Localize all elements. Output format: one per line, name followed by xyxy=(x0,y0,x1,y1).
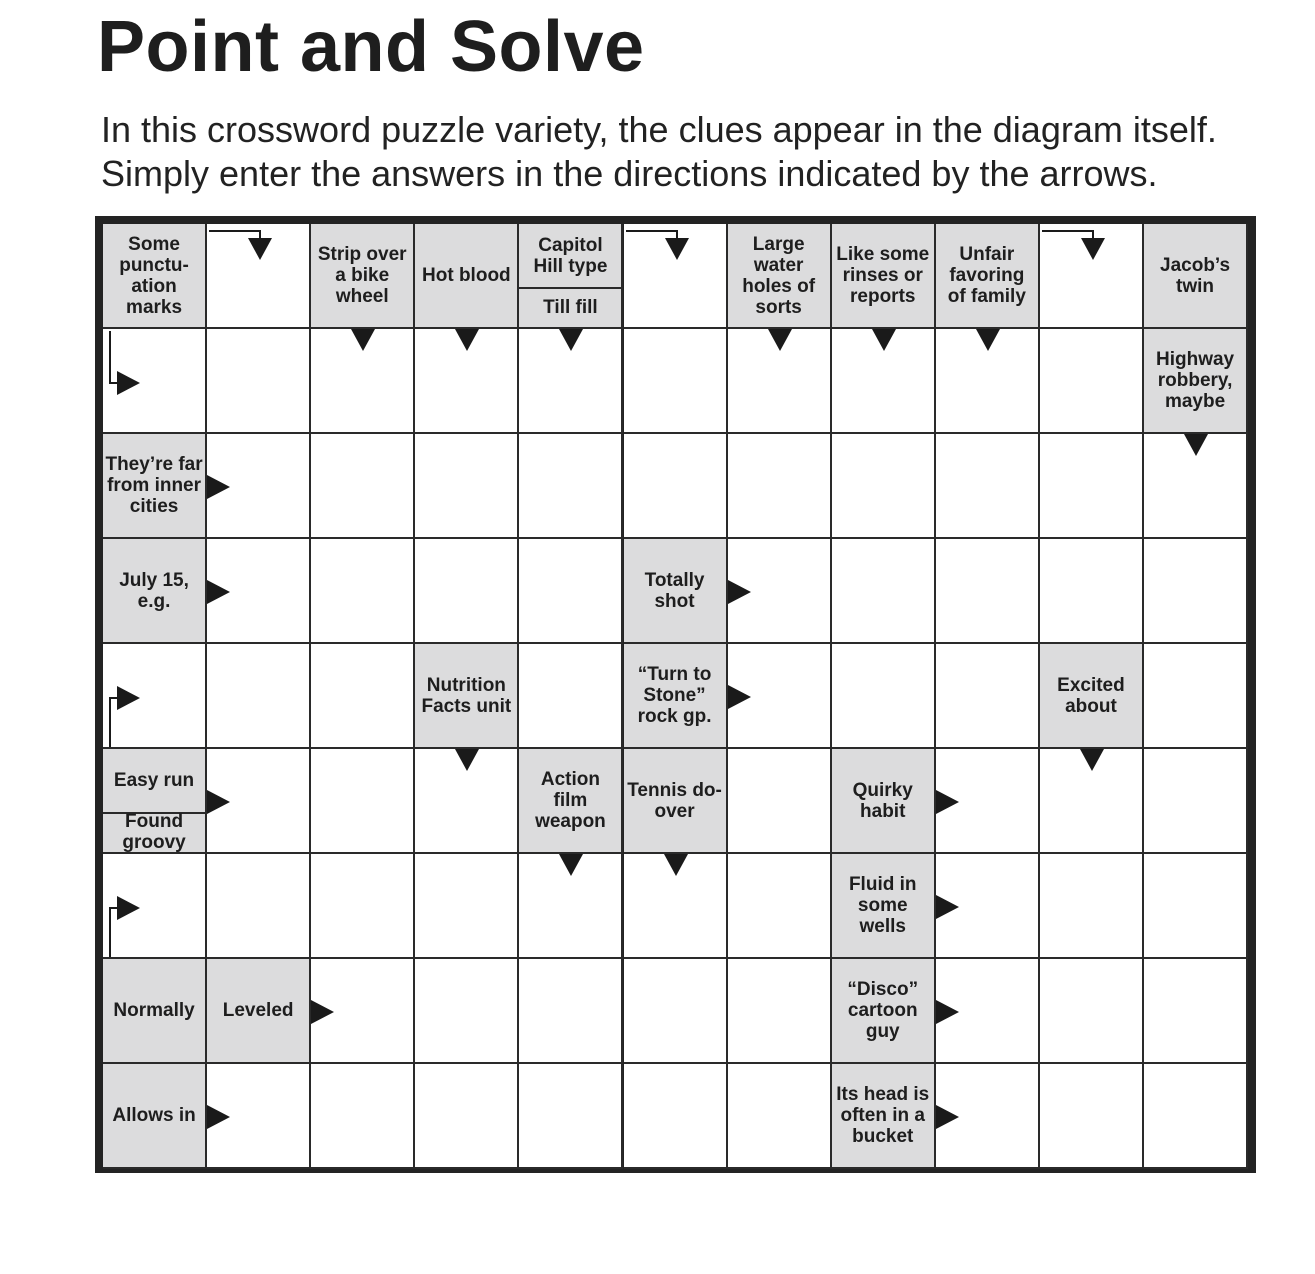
answer-cell[interactable] xyxy=(311,749,415,854)
instructions xyxy=(101,108,1217,196)
down-arrow-icon xyxy=(665,238,689,260)
down-arrow-icon xyxy=(351,329,375,351)
answer-cell[interactable] xyxy=(1040,959,1144,1064)
answer-cell[interactable] xyxy=(1040,434,1144,539)
answer-cell[interactable] xyxy=(415,959,519,1064)
answer-cell[interactable] xyxy=(1144,1064,1248,1169)
down-arrow-icon xyxy=(248,238,272,260)
answer-cell[interactable] xyxy=(207,329,311,434)
right-arrow-icon xyxy=(311,1000,334,1024)
down-arrow-icon xyxy=(768,329,792,351)
answer-cell[interactable] xyxy=(519,644,623,749)
answer-cell[interactable] xyxy=(1144,854,1248,959)
down-arrow-icon xyxy=(664,854,688,876)
clue-cell xyxy=(103,1064,207,1169)
clue-cell xyxy=(519,749,623,854)
clue-text: Capitol Hill type xyxy=(533,234,608,277)
clue-cell xyxy=(624,644,728,749)
right-arrow-icon xyxy=(728,580,751,604)
answer-cell[interactable] xyxy=(311,1064,415,1169)
answer-cell[interactable] xyxy=(728,749,832,854)
answer-cell[interactable] xyxy=(415,434,519,539)
answer-cell[interactable] xyxy=(832,434,936,539)
answer-cell[interactable] xyxy=(936,434,1040,539)
clue-text: Action film weapon xyxy=(535,769,606,832)
answer-cell[interactable] xyxy=(311,434,415,539)
bent-arrow-line xyxy=(1042,230,1093,232)
clue-text: “Disco” cartoon guy xyxy=(847,979,919,1042)
down-arrow-icon xyxy=(872,329,896,351)
clue-text: They’re far from inner cities xyxy=(105,454,203,517)
down-arrow-icon xyxy=(1184,434,1208,456)
clue-cell xyxy=(415,644,519,749)
answer-cell[interactable] xyxy=(415,854,519,959)
answer-cell[interactable] xyxy=(415,1064,519,1169)
answer-cell[interactable] xyxy=(311,854,415,959)
clue-text: “Turn to Stone” rock gp. xyxy=(637,664,712,727)
clue-cell xyxy=(624,539,728,644)
clue-cell xyxy=(832,224,936,329)
answer-cell[interactable] xyxy=(1144,644,1248,749)
right-arrow-icon xyxy=(728,685,751,709)
bent-arrow-line xyxy=(626,230,677,232)
right-arrow-icon xyxy=(207,1105,230,1129)
answer-cell[interactable] xyxy=(624,329,728,434)
clue-cell xyxy=(311,224,415,329)
clue-text: Easy run xyxy=(113,770,195,791)
clue-cell xyxy=(832,749,936,854)
answer-cell[interactable] xyxy=(624,434,728,539)
answer-cell[interactable] xyxy=(1144,749,1248,854)
down-arrow-icon xyxy=(1081,238,1105,260)
clue-cell xyxy=(103,749,207,854)
clue-cell xyxy=(1144,329,1248,434)
answer-cell[interactable] xyxy=(311,539,415,644)
clue-cell xyxy=(103,959,207,1064)
down-arrow-icon xyxy=(1080,749,1104,771)
right-arrow-icon xyxy=(117,896,140,920)
clue-text: Unfair favoring of family xyxy=(947,244,1026,307)
clue-cell xyxy=(415,224,519,329)
clue-cell xyxy=(832,854,936,959)
answer-cell[interactable] xyxy=(415,539,519,644)
clue-cell xyxy=(728,224,832,329)
right-arrow-icon xyxy=(207,580,230,604)
down-arrow-icon xyxy=(455,329,479,351)
clue-text: Like some rinses or reports xyxy=(836,244,930,307)
clue-text: July 15, e.g. xyxy=(119,569,189,612)
answer-cell[interactable] xyxy=(624,959,728,1064)
bent-arrow-line xyxy=(109,907,111,958)
clue-text: Totally shot xyxy=(644,569,705,612)
page-title: Point and Solve xyxy=(97,7,645,87)
down-arrow-icon xyxy=(455,749,479,771)
answer-cell[interactable] xyxy=(519,434,623,539)
answer-cell[interactable] xyxy=(1040,329,1144,434)
right-arrow-icon xyxy=(117,686,140,710)
clue-cell xyxy=(832,959,936,1064)
answer-cell[interactable] xyxy=(207,644,311,749)
clue-cell xyxy=(624,749,728,854)
clue-cell xyxy=(936,224,1040,329)
crossword-grid xyxy=(103,224,1248,1169)
clue-text: Some punctu- ation marks xyxy=(119,233,189,318)
clue-text: Tennis do-over xyxy=(627,779,722,822)
answer-cell[interactable] xyxy=(519,959,623,1064)
answer-cell[interactable] xyxy=(1040,539,1144,644)
answer-cell[interactable] xyxy=(728,1064,832,1169)
answer-cell[interactable] xyxy=(1040,1064,1144,1169)
clue-cell xyxy=(103,434,207,539)
clue-text: Strip over a bike wheel xyxy=(317,244,407,307)
clue-cell xyxy=(1144,224,1248,329)
clue-cell xyxy=(207,959,311,1064)
clue-cell xyxy=(103,539,207,644)
clue-text: Jacob’s twin xyxy=(1160,254,1231,297)
answer-cell[interactable] xyxy=(207,854,311,959)
instructions-line-2: Simply enter the answers in the directions indicated by the arrows. xyxy=(101,153,1158,194)
answer-cell[interactable] xyxy=(519,539,623,644)
answer-cell[interactable] xyxy=(832,539,936,644)
clue-text: Till fill xyxy=(543,296,598,318)
crossword-board xyxy=(95,216,1256,1173)
right-arrow-icon xyxy=(936,1000,959,1024)
right-arrow-icon xyxy=(936,790,959,814)
right-arrow-icon xyxy=(936,1105,959,1129)
clue-cell xyxy=(519,224,623,329)
clue-text: Quirky habit xyxy=(852,779,913,822)
down-arrow-icon xyxy=(976,329,1000,351)
clue-text: Leveled xyxy=(222,1000,294,1021)
answer-cell[interactable] xyxy=(832,644,936,749)
clue-cell xyxy=(1040,644,1144,749)
down-arrow-icon xyxy=(559,329,583,351)
right-arrow-icon xyxy=(117,371,140,395)
right-arrow-icon xyxy=(207,790,230,814)
bent-arrow-line xyxy=(109,697,111,748)
answer-cell[interactable] xyxy=(1144,539,1248,644)
clue-text: Normally xyxy=(113,1000,195,1021)
clue-cell xyxy=(832,1064,936,1169)
clue-text: Its head is often in a bucket xyxy=(836,1084,930,1147)
answer-cell[interactable] xyxy=(624,1064,728,1169)
answer-cell[interactable] xyxy=(1144,959,1248,1064)
down-arrow-icon xyxy=(559,854,583,876)
answer-cell[interactable] xyxy=(519,1064,623,1169)
answer-cell[interactable] xyxy=(728,434,832,539)
clue-text: Large water holes of sorts xyxy=(742,233,816,318)
clue-text: Fluid in some wells xyxy=(848,874,917,937)
answer-cell[interactable] xyxy=(936,644,1040,749)
bent-arrow-line xyxy=(109,331,111,382)
answer-cell[interactable] xyxy=(728,959,832,1064)
clue-text: Nutrition Facts unit xyxy=(421,674,512,717)
answer-cell[interactable] xyxy=(936,539,1040,644)
clue-text: Highway robbery, maybe xyxy=(1155,349,1235,412)
clue-text: Found groovy xyxy=(122,811,186,853)
answer-cell[interactable] xyxy=(728,854,832,959)
answer-cell[interactable] xyxy=(1040,854,1144,959)
clue-text: Hot blood xyxy=(422,265,511,286)
bent-arrow-line xyxy=(209,230,260,232)
instructions-line-1: In this crossword puzzle variety, the clues appear in the diagram itself. xyxy=(101,109,1217,150)
clue-text: Allows in xyxy=(112,1105,196,1126)
clue-cell xyxy=(103,224,207,329)
clue-text: Excited about xyxy=(1057,674,1125,717)
right-arrow-icon xyxy=(207,475,230,499)
answer-cell[interactable] xyxy=(311,644,415,749)
right-arrow-icon xyxy=(936,895,959,919)
